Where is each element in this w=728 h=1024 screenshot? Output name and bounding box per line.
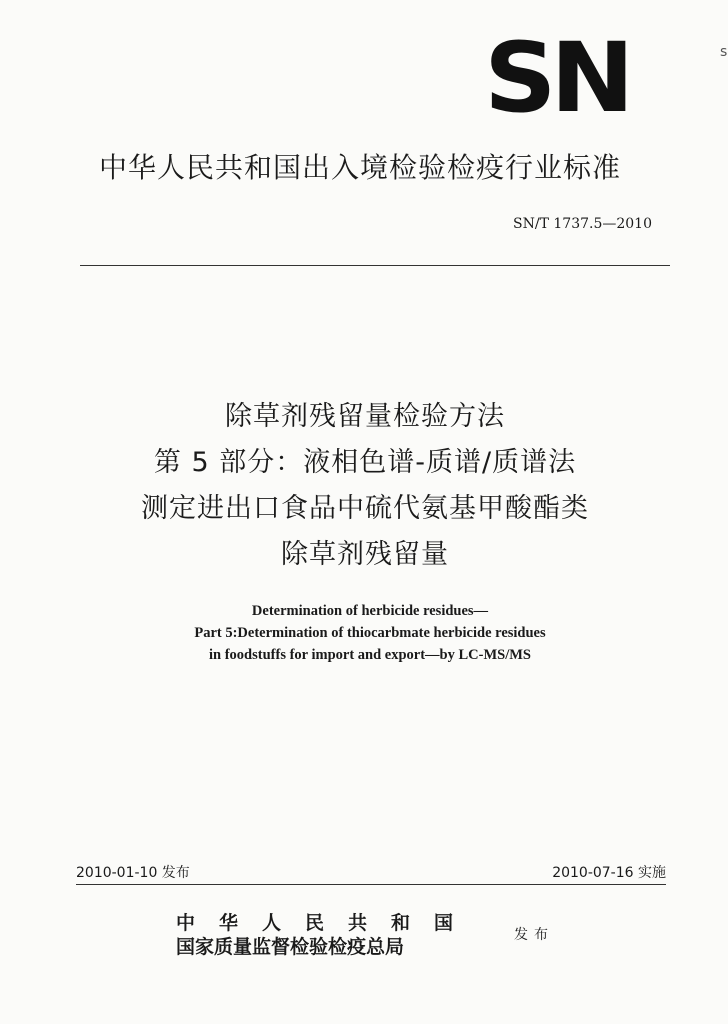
title-line-3: 测定进出口食品中硫代氨基甲酸酯类	[141, 493, 589, 524]
standard-authority-heading: 中华人民共和国出入境检验检疫行业标准	[98, 151, 621, 184]
english-title-line-3: in foodstuffs for import and export—by LC-MS/MS	[209, 647, 531, 663]
top-rule-divider	[80, 265, 670, 266]
english-title-line-2: Part 5:Determination of thiocarbmate herbicide residues	[194, 625, 546, 641]
sn-logo: SN	[484, 22, 629, 134]
english-title-block	[110, 600, 630, 666]
issue-date: 2010-01-10 发布	[76, 865, 190, 881]
chinese-title-block	[60, 394, 670, 578]
title-line-2: 第 5 部分：液相色谱-质谱/质谱法	[153, 447, 577, 478]
publish-label: 发布	[514, 927, 554, 943]
implementation-date: 2010-07-16 实施	[552, 865, 666, 881]
issuer-country: 中华人民共和国	[176, 912, 478, 934]
bottom-rule-divider	[76, 884, 666, 885]
edge-mark: s	[720, 44, 728, 60]
standard-number: SN/T 1737.5—2010	[513, 216, 652, 232]
title-line-4: 除草剂残留量	[281, 539, 449, 570]
issuer-agency: 国家质量监督检验检疫总局	[176, 936, 405, 958]
english-title-line-1: Determination of herbicide residues—	[251, 603, 489, 619]
title-line-1: 除草剂残留量检验方法	[225, 401, 505, 432]
